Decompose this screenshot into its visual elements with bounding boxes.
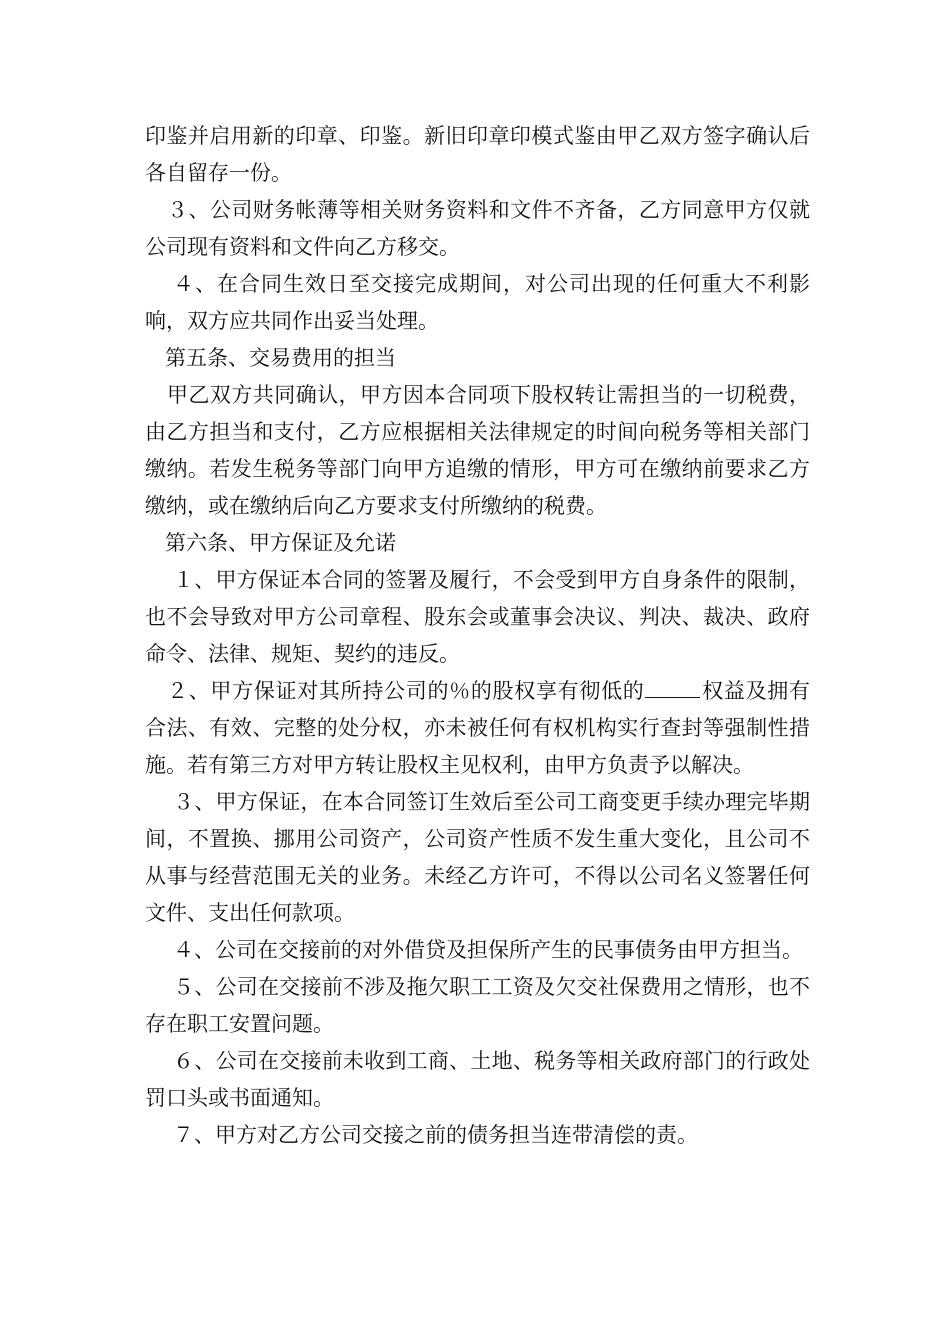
paragraph-warranty-4: ４、公司在交接前的对外借贷及担保所产生的民事债务由甲方担当。 [173,938,803,962]
paragraph-clause-3: ３、公司财务帐薄等相关财务资料和文件不齐备，乙方同意甲方仅就公司现有资料和文件向乙方移交。 [145,198,810,259]
paragraph-seal-handover: 印鉴并启用新的印章、印鉴。新旧印章印模式鉴由甲乙双方签字确认后各自留存一份。 [145,124,810,185]
paragraph-transaction-fees: 甲乙双方共同确认，甲方因本合同项下股权转让需担当的一切税费，由乙方担当和支付，乙方应根据相关法律规定的时间向税务等相关部门缴纳。若发生税务等部门向甲方追缴的情形，甲方可在缴纳前要求乙方缴纳，或在缴纳后向乙方要求支付所缴纳的税费。 [145,383,810,518]
paragraph-warranty-2-after: 权益及拥有合法、有效、完整的处分权，亦未被任何有权机构实行查封等强制性措施。若有第三方对甲方转让股权主见权利，由甲方负责予以解决。 [145,679,811,777]
paragraph-warranty-2 [145,673,810,784]
paragraph-warranty-7: ７、甲方对乙方公司交接之前的债务担当连带清偿的责。 [173,1123,698,1147]
paragraph-warranty-6: ６、公司在交接前未收到工商、土地、税务等相关政府部门的行政处罚口头或书面通知。 [145,1049,810,1110]
fill-in-blank [645,675,700,698]
document-body [145,118,810,1154]
paragraph-warranty-5: ５、公司在交接前不涉及拖欠职工工资及欠交社保费用之情形，也不存在职工安置问题。 [145,975,810,1036]
paragraph-clause-4: ４、在合同生效日至交接完成期间，对公司出现的任何重大不利影响，双方应共同作出妥当处理。 [145,272,810,333]
section-heading-article-6: 第六条、甲方保证及允诺 [165,531,396,555]
paragraph-warranty-3: ３、甲方保证，在本合同签订生效后至公司工商变更手续办理完毕期间，不置换、挪用公司资产，公司资产性质不发生重大变化，且公司不从事与经营范围无关的业务。未经乙方许可，不得以公司名义签署任何文件、支出任何款项。 [145,790,810,925]
paragraph-warranty-2-before: ２、甲方保证对其所持公司的％的股权享有彻低的 [167,679,645,703]
paragraph-warranty-1: １、甲方保证本合同的签署及履行，不会受到甲方自身条件的限制，也不会导致对甲方公司章程、股东会或董事会决议、判决、裁决、政府命令、法律、规矩、契约的违反。 [145,568,810,666]
section-heading-article-5: 第五条、交易费用的担当 [165,346,396,370]
